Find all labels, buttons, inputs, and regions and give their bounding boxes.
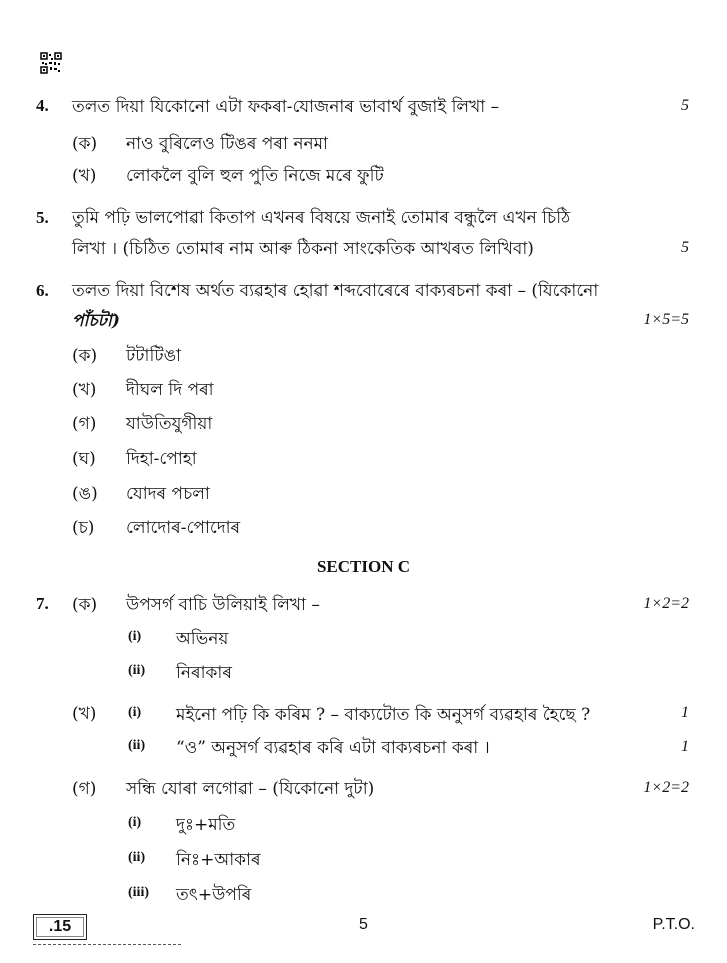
subquestion-marks: 1×2=2 [643, 779, 689, 796]
option-label: (ক) [72, 346, 98, 366]
option-label: (খ) [72, 380, 97, 400]
item-text: নিৰাকাৰ [176, 663, 232, 683]
subquestion-label: (খ) [72, 704, 97, 724]
option-text: টটাটিঙা [126, 346, 181, 366]
item-marks: 1 [681, 704, 689, 721]
item-marks: 1 [681, 738, 689, 755]
pto-label: P.T.O. [652, 916, 695, 933]
question-text-line-1: তলত দিয়া বিশেষ অৰ্থত ব্যৱহাৰ হোৱা শব্দবোৰেৰে বাক্যৰচনা কৰা – (যিকোনো [72, 281, 599, 301]
item-label: (ii) [128, 738, 146, 753]
page-number: 5 [359, 916, 368, 933]
subquestion-text: সন্ধি যোৰা লগোৱা – (যিকোনো দুটা) [126, 779, 375, 799]
item-label: (ii) [128, 850, 146, 865]
item-text: অভিনয় [176, 629, 229, 649]
question-number: 6. [36, 281, 49, 300]
question-marks: 5 [681, 239, 689, 256]
question-number: 7. [36, 594, 49, 613]
option-label: (ঘ) [72, 449, 96, 469]
section-heading: SECTION C [316, 557, 411, 576]
option-text: লোদোৰ-পোদোৰ [126, 518, 241, 538]
item-label: (ii) [128, 663, 146, 678]
question-text-line-2: লিখা । (চিঠিত তোমাৰ নাম আৰু ঠিকনা সাংকেতিক আখৰত লিখিবা) [72, 239, 534, 259]
question-number: 5. [36, 208, 49, 227]
option-label: (চ) [72, 518, 95, 538]
option-label: (ঙ) [72, 484, 98, 504]
option-label: (খ) [72, 166, 97, 186]
item-label: (i) [128, 629, 142, 644]
item-text: নিঃ+আকাৰ [176, 850, 261, 870]
question-text-line-1: তুমি পঢ়ি ভালপোৱা কিতাপ এখনৰ বিষয়ে জনাই তোমাৰ বন্ধুলৈ এখন চিঠি [72, 208, 571, 228]
question-text: তলত দিয়া যিকোনো এটা ফকৰা-যোজনাৰ ভাবাৰ্থ বুজাই লিখা – [72, 97, 500, 117]
question-text-line-2: পাঁচটা) [72, 311, 120, 331]
qr-code-icon [40, 52, 62, 74]
item-label: (i) [128, 815, 142, 830]
item-text: দুঃ+মতি [176, 815, 236, 835]
option-text: দিহা-পোহা [126, 449, 197, 469]
option-text: যাউতিযুগীয়া [126, 414, 213, 434]
option-text: যোদৰ পচলা [126, 484, 210, 504]
option-label: (ক) [72, 134, 98, 154]
item-label: (iii) [128, 885, 149, 900]
subquestion-label: (ক) [72, 595, 98, 615]
question-marks: 5 [681, 97, 689, 114]
subquestion-label: (গ) [72, 779, 97, 799]
item-text: তৎ+উপৰি [176, 885, 252, 905]
option-text: দীঘল দি পৰা [126, 380, 214, 400]
option-text: নাও বুৰিলেও টিঙৰ পৰা ননমা [126, 134, 328, 154]
item-label: (i) [128, 705, 142, 720]
option-label: (গ) [72, 414, 97, 434]
item-text: মইনো পঢ়ি কি কৰিম ? – বাক্যটোত কি অনুসৰ্গ ব্যৱহাৰ হৈছে ? [176, 705, 591, 725]
paper-code: .15 [48, 918, 72, 935]
subquestion-marks: 1×2=2 [643, 595, 689, 612]
footer-divider [33, 944, 181, 945]
question-number: 4. [36, 96, 49, 115]
option-text: লোকলৈ বুলি হুল পুতি নিজে মৰে ফুটি [126, 166, 384, 186]
item-text: “ও” অনুসৰ্গ ব্যৱহাৰ কৰি এটা বাক্যৰচনা কৰা । [176, 738, 490, 758]
question-marks: 1×5=5 [643, 311, 689, 328]
subquestion-text: উপসৰ্গ বাচি উলিয়াই লিখা – [126, 595, 320, 615]
